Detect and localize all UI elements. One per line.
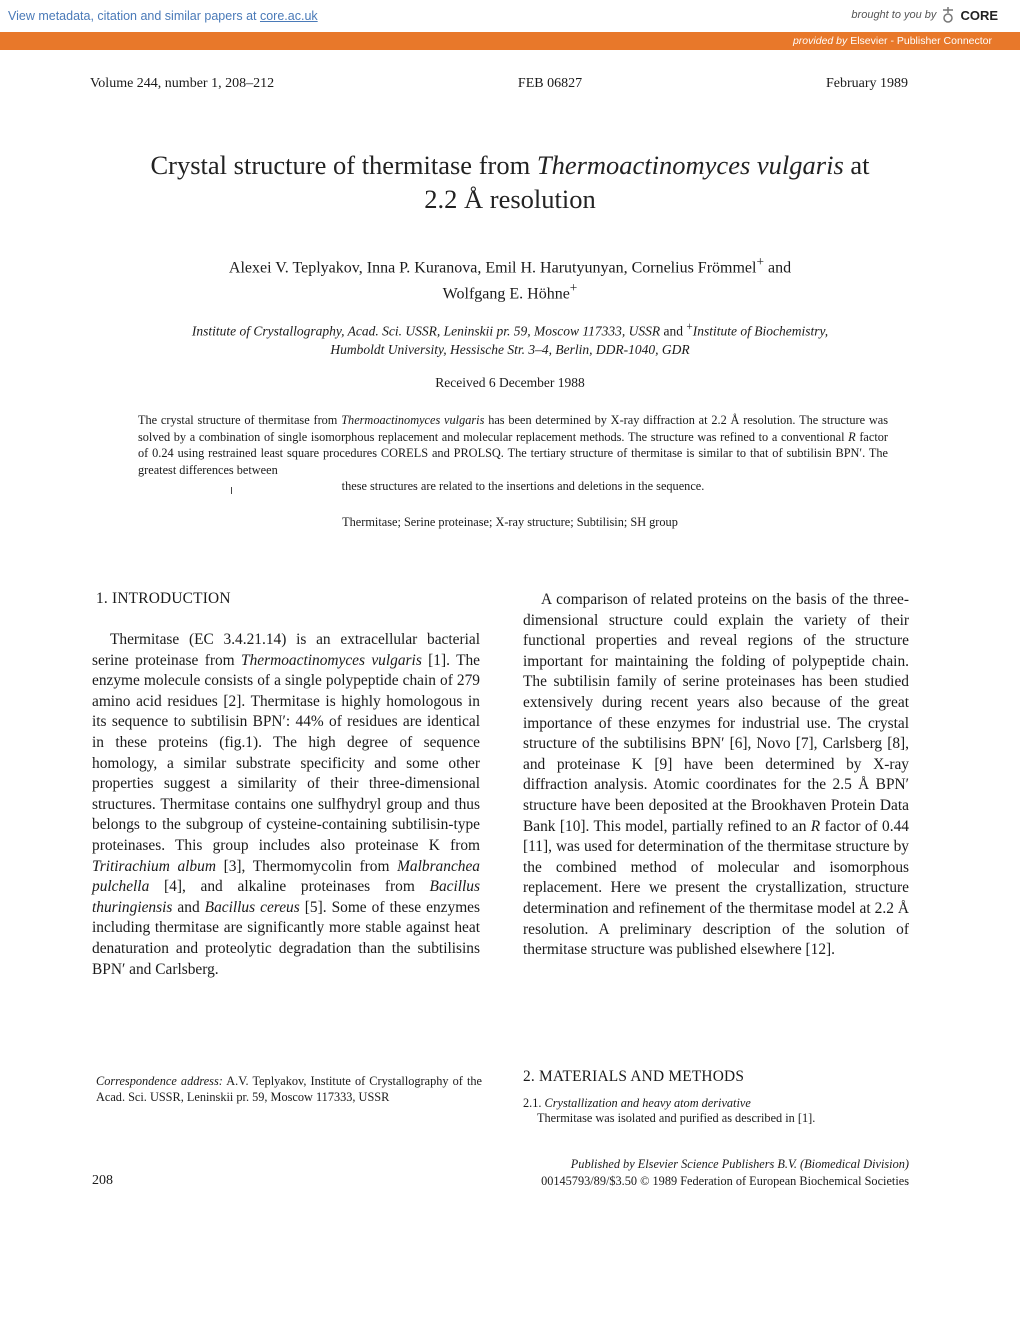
author-sup1: + [756, 254, 764, 269]
core-provided-by[interactable] [793, 35, 992, 47]
subsection-title: Crystallization and heavy atom derivative [544, 1096, 751, 1110]
intro-p1b: [1]. The enzyme molecule consists of a single polypeptide chain of 279 amino acid residues [2]. Thermitase is highly homologous in its sequence to subtilisin BPN′: 44% of residues are identical in these proteins (fig.1). The high degree of sequence homology, a similar substrate specificity and some other properties suggest a similarity of their three-dimensional structures. Thermitase contains one sulfhydryl group and thus belongs to the subgroup of cysteine-containing subtilisin-type proteinases. This group includes also proteinase K from [92, 651, 480, 854]
stray-mark [231, 487, 232, 494]
core-banner [0, 0, 1020, 32]
intro-species-3: Malbranchea pulchella [92, 857, 480, 896]
intro-species-1: Thermoactinomyces vulgaris [241, 651, 422, 669]
received-date: Received 6 December 1988 [435, 375, 585, 390]
intro-p1c: [3], Thermomycolin from [215, 857, 398, 875]
intro-species-2: Tritirachium album [92, 857, 216, 875]
core-logo-icon [940, 6, 956, 24]
journal-code: FEB 06827 [517, 76, 583, 91]
core-url-link[interactable]: core.ac.uk [259, 9, 318, 23]
copyright-line: 00145793/89/$3.50 © 1989 Federation of European Biochemical Societies [541, 1174, 909, 1188]
subsection-number: 2.1. [523, 1096, 545, 1110]
intro-species-4: Bacillus thuringiensis [92, 878, 480, 916]
affiliation-sup: + [686, 321, 693, 333]
core-provider-name: Elsevier - Publisher Connector [850, 35, 992, 47]
core-brought-text: brought to you by [851, 9, 937, 21]
abstract-t3: factor of 0.24 using restrained least square procedures CORELS and PROLSQ. The tertiary structure of thermitase is similar to that of subtilisin BPN′. The greatest differences between [138, 429, 888, 477]
title-line2: 2.2 Å resolution [424, 184, 596, 214]
abstract-species: Thermoactinomyces vulgaris [341, 413, 485, 427]
intro-p1a: Thermitase (EC 3.4.21.14) is an extracellular bacterial serine proteinase from [92, 631, 480, 669]
authors-line2: Wolfgang E. Höhne [442, 285, 570, 303]
publisher-line: Published by Elsevier Science Publishers B.V. (Biomedical Division) [570, 1157, 909, 1171]
keywords: Thermitase; Serine proteinase; X-ray structure; Subtilisin; SH group [342, 515, 678, 529]
title-part1: Crystal structure of thermitase from [150, 150, 537, 180]
right-p1a: A comparison of related proteins on the basis of the three-dimensional structure could explain the variety of their functional properties and reveal regions of the structure important for maintaining the folding of polypeptide chain. The subtilisin family of serine proteinases has been studied extensively during recent years also because of the great importance of these enzymes for industrial use. The crystal structure of the subtilisins BPN′ [6], Novo [7], Carlsberg [8], and proteinase K [9] have been determined by X-ray diffraction analysis. Atomic coordinates for the 2.5 Å BPN′ structure have been deposited at the Brookhaven Protein Data Bank [10]. This model, partially refined to an [523, 591, 909, 835]
paper-title [60, 148, 960, 216]
affiliation-1: Institute of Crystallography, Acad. Sci. USSR, Leninskii pr. 59, Moscow 117333, USSR [191, 323, 661, 339]
intro-p1f: [5]. Some of these enzymes including thermitase are significantly more stable against heat denaturation and proteolytic degradation than the subtilisins BPN′ and Carlsberg. [92, 898, 480, 978]
core-brand: CORE [960, 7, 998, 23]
abstract-t2: has been determined by X-ray diffraction at 2.2 Å resolution. The structure was solved by a combination of single isomorphous replacement and molecular replacement methods. The structure was refined to a conventional [138, 413, 889, 444]
abstract-t1: The crystal structure of thermitase from [138, 413, 342, 427]
core-metadata-text: View metadata, citation and similar papers at [8, 9, 260, 23]
title-part2: at [843, 150, 870, 180]
affiliations [60, 318, 960, 359]
authors-line1: Alexei V. Teplyakov, Inna P. Kuranova, Emil H. Harutyunyan, Cornelius Frömmel [228, 259, 757, 277]
author-sup2: + [569, 280, 578, 296]
methods-heading: 2. MATERIALS AND METHODS [523, 1068, 745, 1085]
title-species: Thermoactinomyces vulgaris [536, 150, 844, 180]
correspondence-address [96, 1073, 482, 1105]
right-p1b: factor of 0.44 [11], was used for determination of the thermitase structure by the combined method of molecular and isomorphous replacement. Here we present the crystallization, structure determination and refinement of the thermitase model at 2.2 Å resolution. A preliminary description of the solution of thermitase structure was published elsewhere [12]. [523, 817, 909, 959]
core-metadata-link[interactable] [8, 9, 318, 23]
abstract-r: R [848, 429, 856, 444]
correspondence-text: A.V. Teplyakov, Institute of Crystallography of the Acad. Sci. USSR, Leninskii pr. 59, Moscow 117333, USSR [96, 1074, 482, 1104]
intro-species-5: Bacillus cereus [204, 898, 300, 916]
affiliation-and: and [660, 323, 687, 339]
intro-paragraph-2 [523, 590, 909, 961]
right-r: R [810, 817, 821, 835]
abstract-last-line: these structures are related to the insertions and deletions in the sequence. [341, 479, 705, 494]
intro-paragraph [92, 630, 480, 980]
abstract [138, 412, 888, 495]
intro-heading: 1. INTRODUCTION [96, 590, 231, 607]
correspondence-label: Correspondence address: [96, 1074, 223, 1088]
core-brought-by[interactable] [851, 6, 998, 24]
intro-p1e: and [172, 898, 205, 916]
journal-header [90, 76, 908, 92]
page-number: 208 [92, 1173, 113, 1188]
subsection-text: Thermitase was isolated and purified as described in [1]. [537, 1111, 816, 1125]
authors-and: and [763, 259, 792, 277]
core-provided-label: provided by [792, 35, 848, 47]
affiliation-line2: Humboldt University, Hessische Str. 3–4, Berlin, DDR-1040, GDR [330, 341, 690, 357]
journal-volume: Volume 244, number 1, 208–212 [90, 76, 275, 91]
author-list [60, 252, 960, 305]
intro-p1d: [4], and alkaline proteinases from [149, 878, 430, 896]
journal-date: February 1989 [825, 76, 908, 91]
affiliation-2: Institute of Biochemistry, [692, 323, 829, 339]
subsection-heading [523, 1096, 751, 1111]
